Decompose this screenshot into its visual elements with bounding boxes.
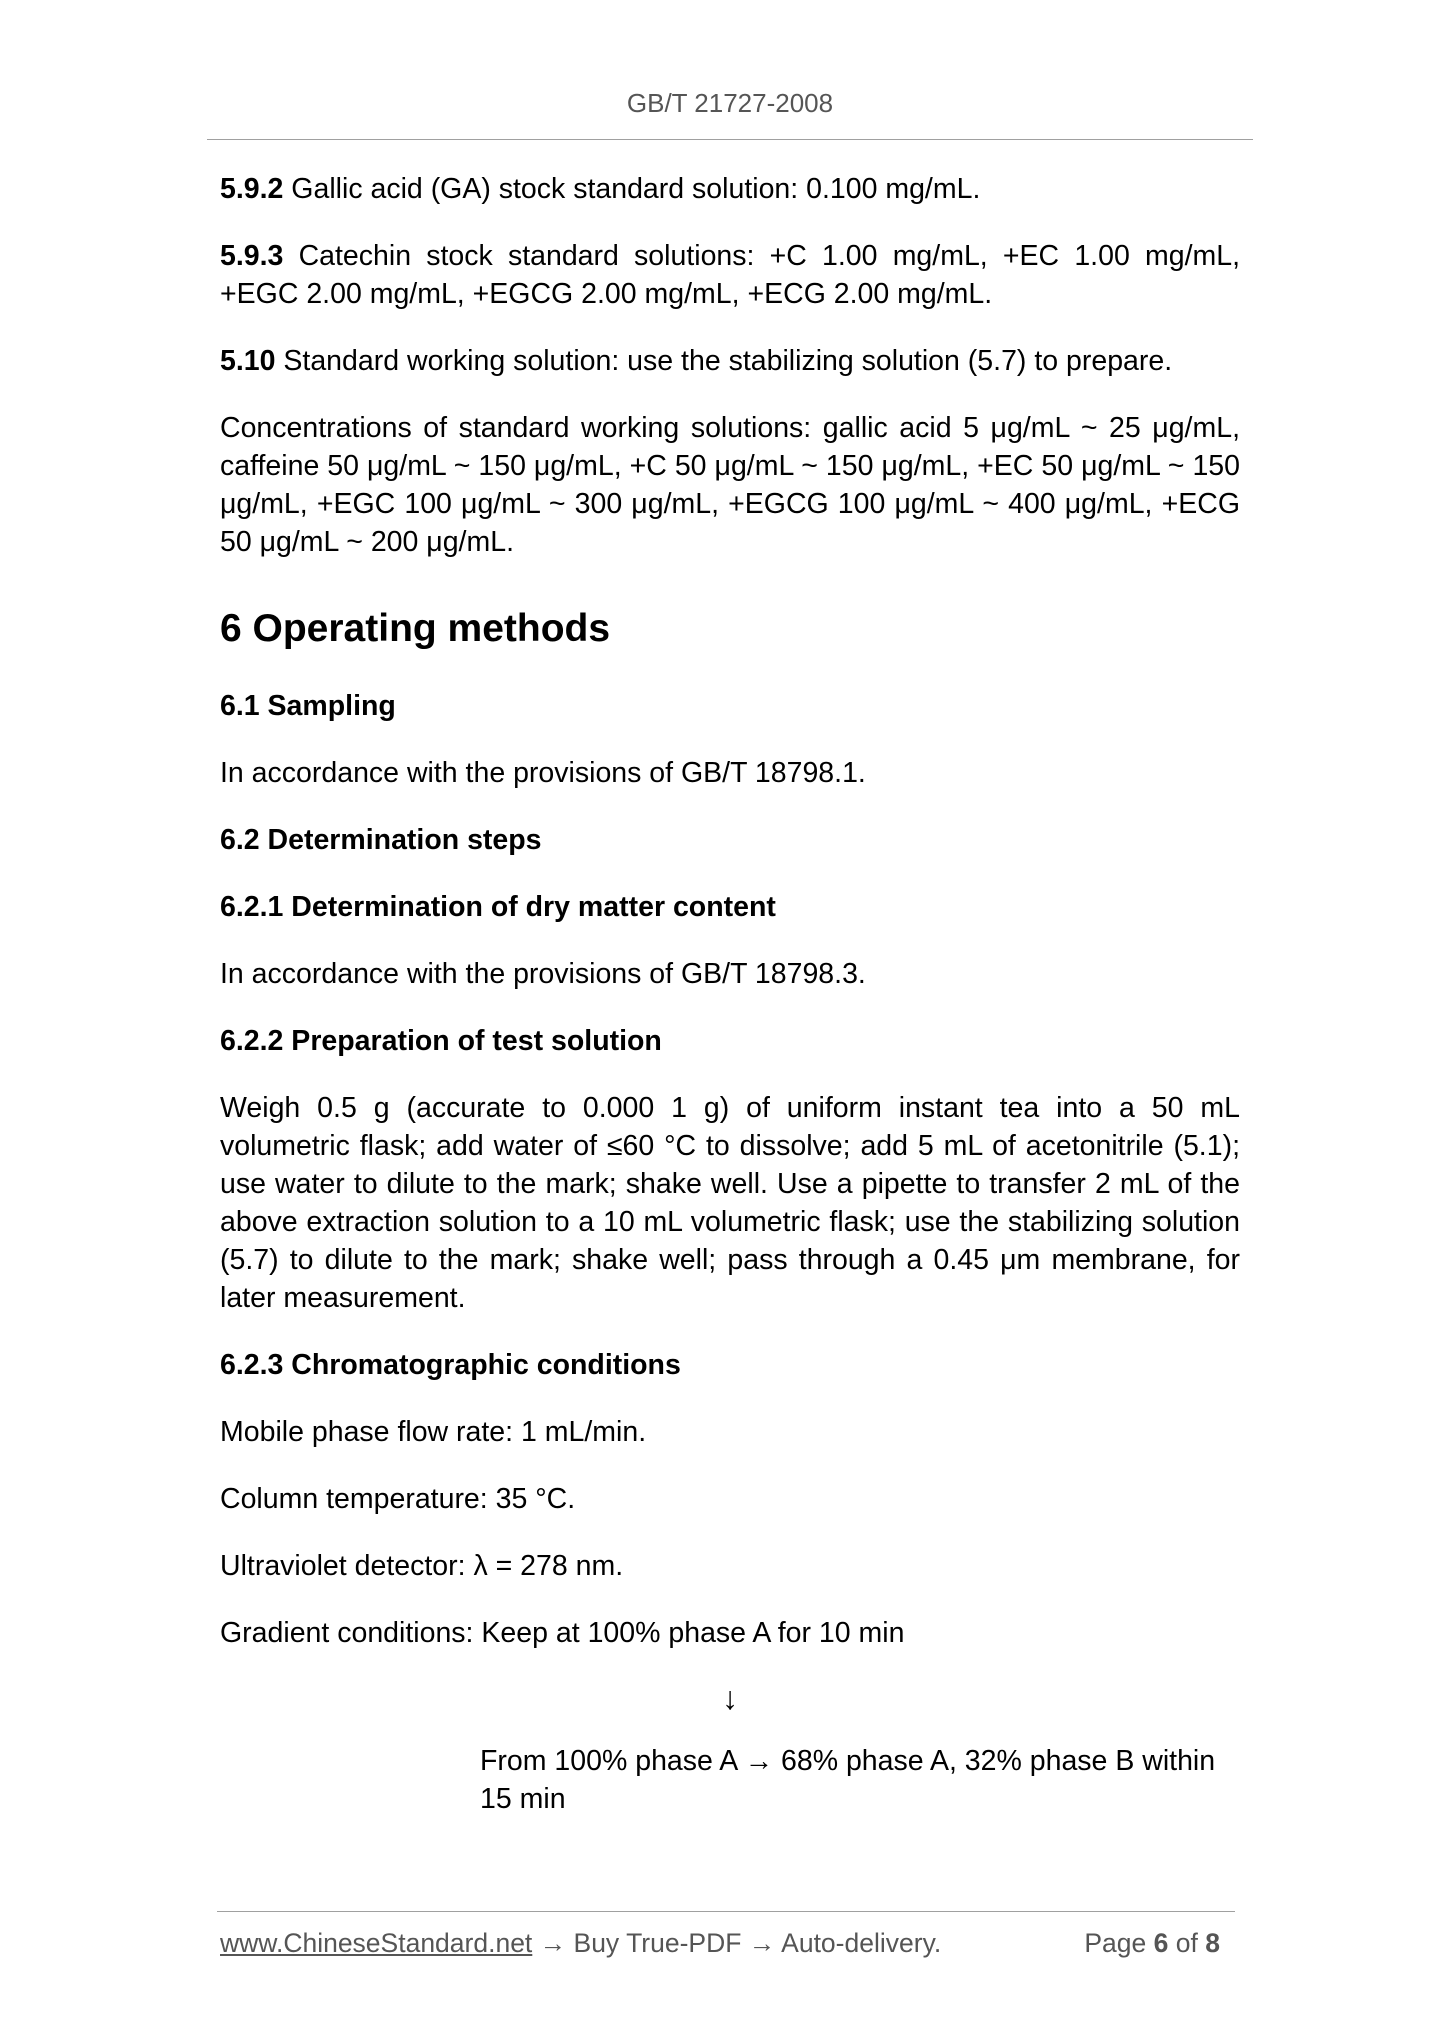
clause-5-9-3 [220, 237, 1240, 313]
heading-6-2-1: 6.2.1 Determination of dry matter content [220, 891, 776, 923]
heading-6-2: 6.2 Determination steps [220, 824, 542, 856]
page-header-title: GB/T 21727-2008 [626, 88, 834, 118]
heading-6-2-3: 6.2.3 Chromatographic conditions [220, 1349, 681, 1381]
clause-number: 5.9.3 [220, 240, 284, 272]
heading-6-2-2: 6.2.2 Preparation of test solution [220, 1025, 662, 1057]
clause-5-9-2 [220, 170, 1240, 208]
heading-6-1: 6.1 Sampling [220, 690, 396, 722]
clause-text: Standard working solution: use the stabilizing solution (5.7) to prepare. [275, 345, 1173, 377]
text-6-2-1: In accordance with the provisions of GB/T 18798.3. [220, 958, 866, 990]
clause-5-10 [220, 342, 1240, 380]
clause-number: 5.9.2 [220, 173, 284, 205]
document-body [220, 170, 1240, 1818]
footer-left [220, 1928, 941, 1959]
clause-text: Catechin stock standard solutions: +C 1.00 mg/mL, +EC 1.00 mg/mL, +EGC 2.00 mg/mL, +EGCG 2.00 mg/mL, +ECG 2.00 mg/mL. [220, 240, 1240, 310]
footer-divider [217, 1911, 1235, 1912]
column-temperature-line: Column temperature: 35 °C. [220, 1483, 576, 1515]
flow-rate-line: Mobile phase flow rate: 1 mL/min. [220, 1416, 647, 1448]
section-heading-6: 6 Operating methods [220, 607, 611, 650]
text-6-2-2: Weigh 0.5 g (accurate to 0.000 1 g) of uniform instant tea into a 50 mL volumetric flask; add water of ≤60 °C to dissolve; add 5 mL of acetonitrile (5.1); use water to dilute to the mark; shake well. Use a pipette to transfer 2 mL of the above extraction solution to a 10 mL volumetric flask; use the stabilizing solution (5.7) to dilute to the mark; shake well; pass through a 0.45 μm membrane, for later measurement. [220, 1092, 1240, 1314]
header-divider [207, 139, 1253, 140]
uv-detector-line: Ultraviolet detector: λ = 278 nm. [220, 1550, 624, 1582]
down-arrow-icon: ↓ [722, 1680, 738, 1716]
gradient-step-line: From 100% phase A → 68% phase A, 32% phase B within 15 min [480, 1745, 1216, 1815]
clause-number: 5.10 [220, 345, 276, 377]
concentrations-paragraph: Concentrations of standard working solutions: gallic acid 5 μg/mL ~ 25 μg/mL, caffeine 50 μg/mL ~ 150 μg/mL, +C 50 μg/mL ~ 150 μg/mL, +EC 50 μg/mL ~ 150 μg/mL, +EGC 100 μg/mL ~ 300 μg/mL, +EGCG 100 μg/mL ~ 400 μg/mL, +ECG 50 μg/mL ~ 200 μg/mL. [220, 412, 1240, 558]
gradient-line: Gradient conditions: Keep at 100% phase A for 10 min [220, 1617, 905, 1649]
page-current: 6 [1153, 1928, 1169, 1958]
page-indicator [1084, 1928, 1220, 1959]
page-total: 8 [1205, 1928, 1220, 1958]
page-of-label: of [1175, 1928, 1198, 1958]
page-label: Page [1084, 1928, 1147, 1958]
page-footer [220, 1928, 1235, 1959]
footer-promo-text: → Buy True-PDF → Auto-delivery. [532, 1928, 942, 1958]
website-link[interactable]: www.ChineseStandard.net [220, 1928, 533, 1958]
clause-text: Gallic acid (GA) stock standard solution: 0.100 mg/mL. [283, 173, 981, 205]
text-6-1: In accordance with the provisions of GB/T 18798.1. [220, 757, 866, 789]
